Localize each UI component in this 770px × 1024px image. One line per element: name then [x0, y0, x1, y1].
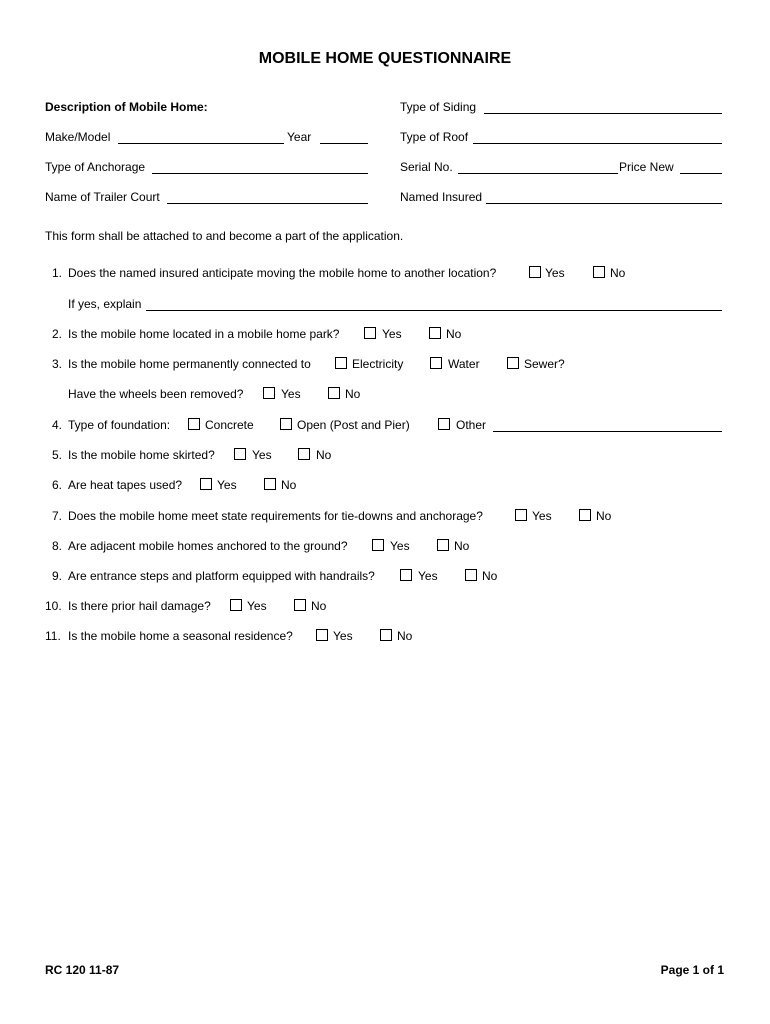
q8-no-label: No: [454, 539, 470, 553]
q1-explain-field[interactable]: [146, 310, 722, 311]
q3-wheels-text: Have the wheels been removed?: [68, 387, 244, 401]
price-new-label: Price New: [619, 160, 674, 174]
q4-other-checkbox[interactable]: [438, 418, 450, 430]
q3-electricity-checkbox[interactable]: [335, 357, 347, 369]
q11-yes-label: Yes: [333, 629, 353, 643]
page-number: Page 1 of 1: [660, 963, 724, 977]
q11-number: 11.: [45, 629, 61, 643]
make-model-field[interactable]: [118, 143, 284, 144]
q1-yes-checkbox[interactable]: [529, 266, 541, 278]
q8-text: Are adjacent mobile homes anchored to the ground?: [68, 539, 348, 553]
q8-no-checkbox[interactable]: [437, 539, 449, 551]
named-insured-field[interactable]: [486, 203, 722, 204]
q1-text: Does the named insured anticipate moving the mobile home to another location?: [68, 266, 497, 280]
intro-text: This form shall be attached to and become a part of the application.: [45, 229, 404, 243]
q3-wheels-no-checkbox[interactable]: [328, 387, 340, 399]
q9-no-label: No: [482, 569, 498, 583]
q7-no-checkbox[interactable]: [579, 509, 591, 521]
q7-yes-label: Yes: [532, 509, 552, 523]
q10-yes-checkbox[interactable]: [230, 599, 242, 611]
form-id: RC 120 11-87: [45, 963, 120, 977]
type-of-roof-field[interactable]: [473, 143, 722, 144]
q4-other-field[interactable]: [493, 431, 722, 432]
serial-no-field[interactable]: [458, 173, 618, 174]
q10-yes-label: Yes: [247, 599, 267, 613]
q1-no-checkbox[interactable]: [593, 266, 605, 278]
q4-number: 4.: [52, 418, 63, 432]
q10-no-label: No: [311, 599, 327, 613]
q5-yes-checkbox[interactable]: [234, 448, 246, 460]
q9-number: 9.: [52, 569, 63, 583]
q7-number: 7.: [52, 509, 63, 523]
q10-no-checkbox[interactable]: [294, 599, 306, 611]
q4-concrete-label: Concrete: [205, 418, 254, 432]
q4-concrete-checkbox[interactable]: [188, 418, 200, 430]
q1-no-label: No: [610, 266, 626, 280]
q3-water-checkbox[interactable]: [430, 357, 442, 369]
q3-electricity-label: Electricity: [352, 357, 404, 371]
q8-yes-label: Yes: [390, 539, 410, 553]
description-heading: Description of Mobile Home:: [45, 100, 208, 114]
make-model-label: Make/Model: [45, 130, 111, 144]
page-title: MOBILE HOME QUESTIONNAIRE: [258, 50, 512, 67]
q2-no-checkbox[interactable]: [429, 327, 441, 339]
q7-yes-checkbox[interactable]: [515, 509, 527, 521]
q5-no-checkbox[interactable]: [298, 448, 310, 460]
year-label: Year: [287, 130, 312, 144]
q6-no-label: No: [281, 478, 297, 492]
q5-no-label: No: [316, 448, 332, 462]
q11-no-label: No: [397, 629, 413, 643]
q2-no-label: No: [446, 327, 462, 341]
type-of-roof-label: Type of Roof: [400, 130, 469, 144]
q1-yes-label: Yes: [545, 266, 565, 280]
q6-yes-checkbox[interactable]: [200, 478, 212, 490]
year-field[interactable]: [320, 143, 368, 144]
q5-number: 5.: [52, 448, 63, 462]
q3-wheels-yes-checkbox[interactable]: [263, 387, 275, 399]
q9-yes-checkbox[interactable]: [400, 569, 412, 581]
type-of-anchorage-label: Type of Anchorage: [45, 160, 146, 174]
q9-no-checkbox[interactable]: [465, 569, 477, 581]
q6-text: Are heat tapes used?: [68, 478, 183, 492]
q4-text: Type of foundation:: [68, 418, 171, 432]
q2-yes-label: Yes: [382, 327, 402, 341]
q1-explain-label: If yes, explain: [68, 297, 142, 311]
q10-text: Is there prior hail damage?: [68, 599, 211, 613]
q7-no-label: No: [596, 509, 612, 523]
q1-number: 1.: [52, 266, 63, 280]
q3-sewer-checkbox[interactable]: [507, 357, 519, 369]
q3-text: Is the mobile home permanently connected to: [68, 357, 311, 371]
q3-number: 3.: [52, 357, 63, 371]
q6-no-checkbox[interactable]: [264, 478, 276, 490]
price-new-field[interactable]: [680, 173, 722, 174]
q4-open-checkbox[interactable]: [280, 418, 292, 430]
type-of-anchorage-field[interactable]: [152, 173, 368, 174]
q3-wheels-yes-label: Yes: [281, 387, 301, 401]
trailer-court-label: Name of Trailer Court: [45, 190, 160, 204]
q11-no-checkbox[interactable]: [380, 629, 392, 641]
q6-number: 6.: [52, 478, 63, 492]
q2-number: 2.: [52, 327, 63, 341]
q11-yes-checkbox[interactable]: [316, 629, 328, 641]
q4-other-label: Other: [456, 418, 487, 432]
serial-no-label: Serial No.: [400, 160, 453, 174]
named-insured-label: Named Insured: [400, 190, 483, 204]
type-of-siding-field[interactable]: [484, 113, 722, 114]
q7-text: Does the mobile home meet state requirements for tie-downs and anchorage?: [68, 509, 483, 523]
q5-yes-label: Yes: [252, 448, 272, 462]
q8-number: 8.: [52, 539, 63, 553]
q8-yes-checkbox[interactable]: [372, 539, 384, 551]
q11-text: Is the mobile home a seasonal residence?: [68, 629, 293, 643]
q2-text: Is the mobile home located in a mobile home park?: [68, 327, 340, 341]
q3-sewer-label: Sewer?: [524, 357, 565, 371]
type-of-siding-label: Type of Siding: [400, 100, 477, 114]
q3-wheels-no-label: No: [345, 387, 361, 401]
q9-yes-label: Yes: [418, 569, 438, 583]
q5-text: Is the mobile home skirted?: [68, 448, 215, 462]
q2-yes-checkbox[interactable]: [364, 327, 376, 339]
trailer-court-field[interactable]: [167, 203, 368, 204]
q4-open-label: Open (Post and Pier): [297, 418, 410, 432]
q3-water-label: Water: [448, 357, 480, 371]
q9-text: Are entrance steps and platform equipped with handrails?: [68, 569, 375, 583]
q6-yes-label: Yes: [217, 478, 237, 492]
q10-number: 10.: [45, 599, 62, 613]
